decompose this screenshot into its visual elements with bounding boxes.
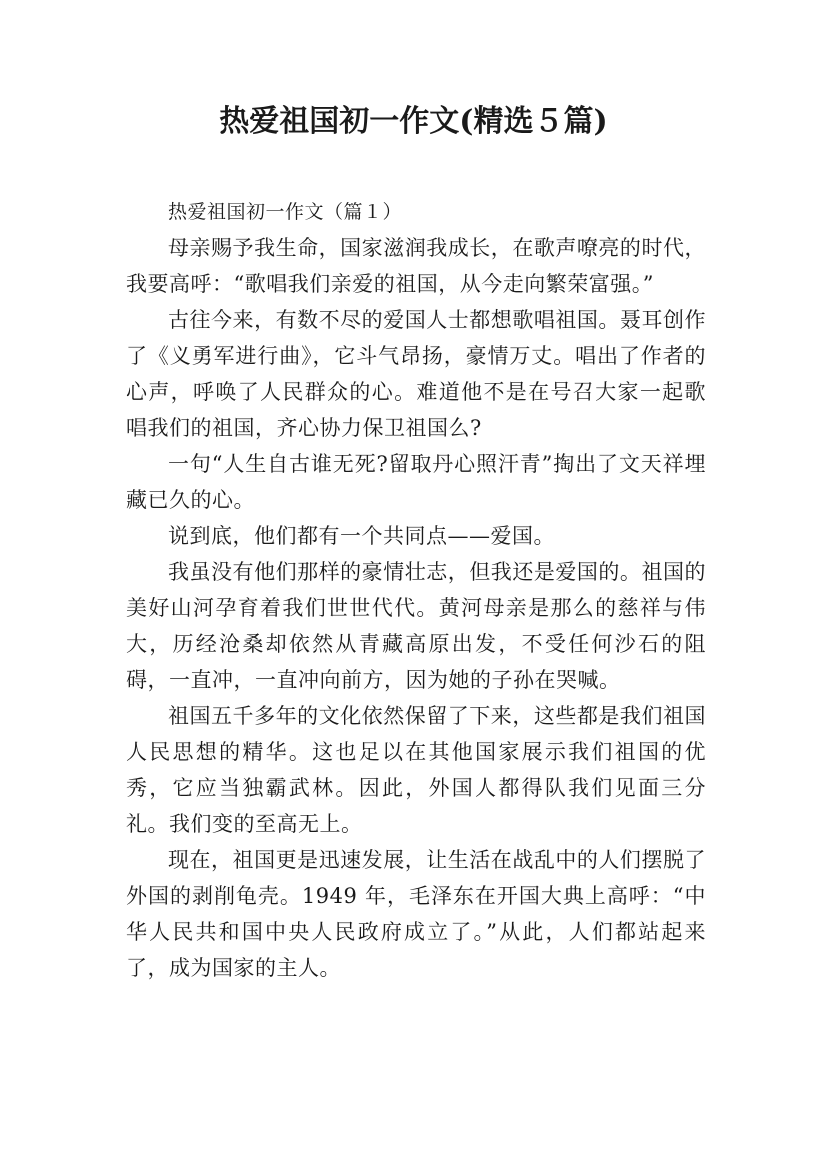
paragraph: 古往今来，有数不尽的爱国人士都想歌唱祖国。聂耳创作了《义勇军进行曲》，它斗气昂扬，豪情万丈。唱出了作者的心声，呼唤了人民群众的心。难道他不是在号召大家一起歌唱我们的祖国，齐心协力保卫祖国么? <box>126 308 706 440</box>
section-heading: 热爱祖国初一作文（篇１） <box>168 201 403 223</box>
document-title: 热爱祖国初一作文(精选５篇) <box>219 104 608 139</box>
paragraph: 祖国五千多年的文化依然保留了下来，这些都是我们祖国人民思想的精华。这也足以在其他国家展示我们祖国的优秀，它应当独霸武林。因此，外国人都得队我们见面三分礼。我们变的至高无上。 <box>126 704 706 836</box>
paragraph: 一句“人生自古谁无死?留取丹心照汗青”掏出了文天祥埋藏已久的心。 <box>126 452 706 512</box>
document-body <box>126 194 706 986</box>
paragraph: 母亲赐予我生命，国家滋润我成长，在歌声嘹亮的时代，我要高呼：“歌唱我们亲爱的祖国，从今走向繁荣富强。” <box>126 236 706 296</box>
paragraph: 我虽没有他们那样的豪情壮志，但我还是爱国的。祖国的美好山河孕育着我们世世代代。黄河母亲是那么的慈祥与伟大，历经沧桑却依然从青藏高原出发，不受任何沙石的阻碍，一直冲，一直冲向前方，因为她的子孙在哭喊。 <box>126 560 706 692</box>
paragraph: 现在，祖国更是迅速发展，让生活在战乱中的人们摆脱了外国的剥削龟壳。1949 年，毛泽东在开国大典上高呼：“中华人民共和国中央人民政府成立了。”从此，人们都站起来了，成为国家的主人。 <box>126 848 706 980</box>
paragraph: 说到底，他们都有一个共同点——爱国。 <box>168 524 555 548</box>
